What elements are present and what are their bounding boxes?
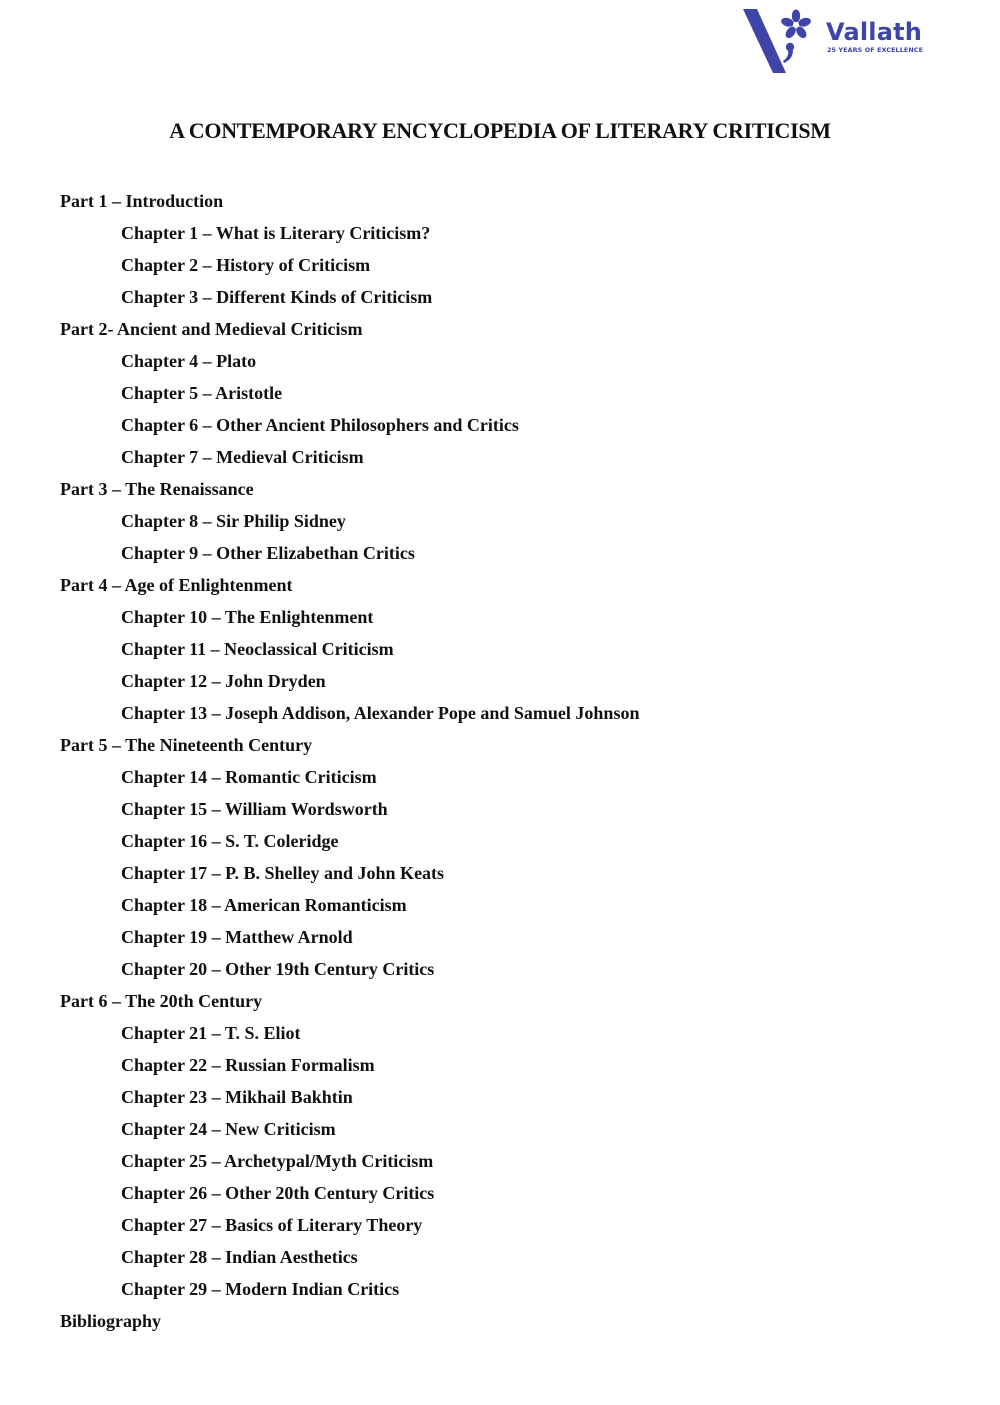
toc-part-heading: Part 6 – The 20th Century [60,991,263,1011]
toc-part-heading: Part 4 – Age of Enlightenment [60,575,293,595]
toc-chapter-entry: Chapter 16 – S. T. Coleridge [121,831,339,851]
table-of-contents [0,187,1000,1339]
logo-mark-icon [740,5,826,77]
toc-chapter-entry: Chapter 12 – John Dryden [121,671,326,691]
toc-chapter-entry: Chapter 2 – History of Criticism [121,255,371,275]
toc-chapter-entry: Chapter 24 – New Criticism [121,1119,336,1139]
toc-chapter-entry: Chapter 3 – Different Kinds of Criticism [121,287,433,307]
vallath-logo [740,5,940,77]
toc-chapter-entry: Chapter 15 – William Wordsworth [121,799,388,819]
toc-chapter-entry: Chapter 22 – Russian Formalism [121,1055,375,1075]
toc-chapter-entry: Chapter 9 – Other Elizabethan Critics [121,543,415,563]
toc-part-heading: Part 5 – The Nineteenth Century [60,735,313,755]
toc-chapter-entry: Chapter 13 – Joseph Addison, Alexander Pope and Samuel Johnson [121,703,640,723]
toc-chapter-entry: Chapter 10 – The Enlightenment [121,607,374,627]
logo-wordmark: Vallath [826,18,923,46]
toc-chapter-entry: Chapter 8 – Sir Philip Sidney [121,511,346,531]
toc-chapter-entry: Chapter 25 – Archetypal/Myth Criticism [121,1151,434,1171]
toc-chapter-entry: Chapter 21 – T. S. Eliot [121,1023,301,1043]
toc-part-heading: Bibliography [60,1311,162,1331]
toc-chapter-entry: Chapter 14 – Romantic Criticism [121,767,377,787]
toc-part-heading: Part 3 – The Renaissance [60,479,254,499]
toc-chapter-entry: Chapter 4 – Plato [121,351,257,371]
toc-chapter-entry: Chapter 5 – Aristotle [121,383,283,403]
logo-tagline: 25 YEARS OF EXCELLENCE [827,46,924,54]
toc-chapter-entry: Chapter 7 – Medieval Criticism [121,447,364,467]
toc-part-heading: Part 1 – Introduction [60,191,224,211]
toc-chapter-entry: Chapter 19 – Matthew Arnold [121,927,353,947]
toc-chapter-entry: Chapter 28 – Indian Aesthetics [121,1247,358,1267]
toc-chapter-entry: Chapter 23 – Mikhail Bakhtin [121,1087,353,1107]
toc-chapter-entry: Chapter 26 – Other 20th Century Critics [121,1183,435,1203]
document-title: A CONTEMPORARY ENCYCLOPEDIA OF LITERARY CRITICISM [169,118,831,143]
toc-chapter-entry: Chapter 17 – P. B. Shelley and John Keats [121,863,445,883]
toc-chapter-entry: Chapter 6 – Other Ancient Philosophers and Critics [121,415,519,435]
toc-part-heading: Part 2- Ancient and Medieval Criticism [60,319,363,339]
toc-chapter-entry: Chapter 20 – Other 19th Century Critics [121,959,435,979]
toc-chapter-entry: Chapter 11 – Neoclassical Criticism [121,639,394,659]
toc-chapter-entry: Chapter 1 – What is Literary Criticism? [121,223,431,243]
toc-chapter-entry: Chapter 18 – American Romanticism [121,895,407,915]
toc-chapter-entry: Chapter 29 – Modern Indian Critics [121,1279,400,1299]
toc-chapter-entry: Chapter 27 – Basics of Literary Theory [121,1215,423,1235]
